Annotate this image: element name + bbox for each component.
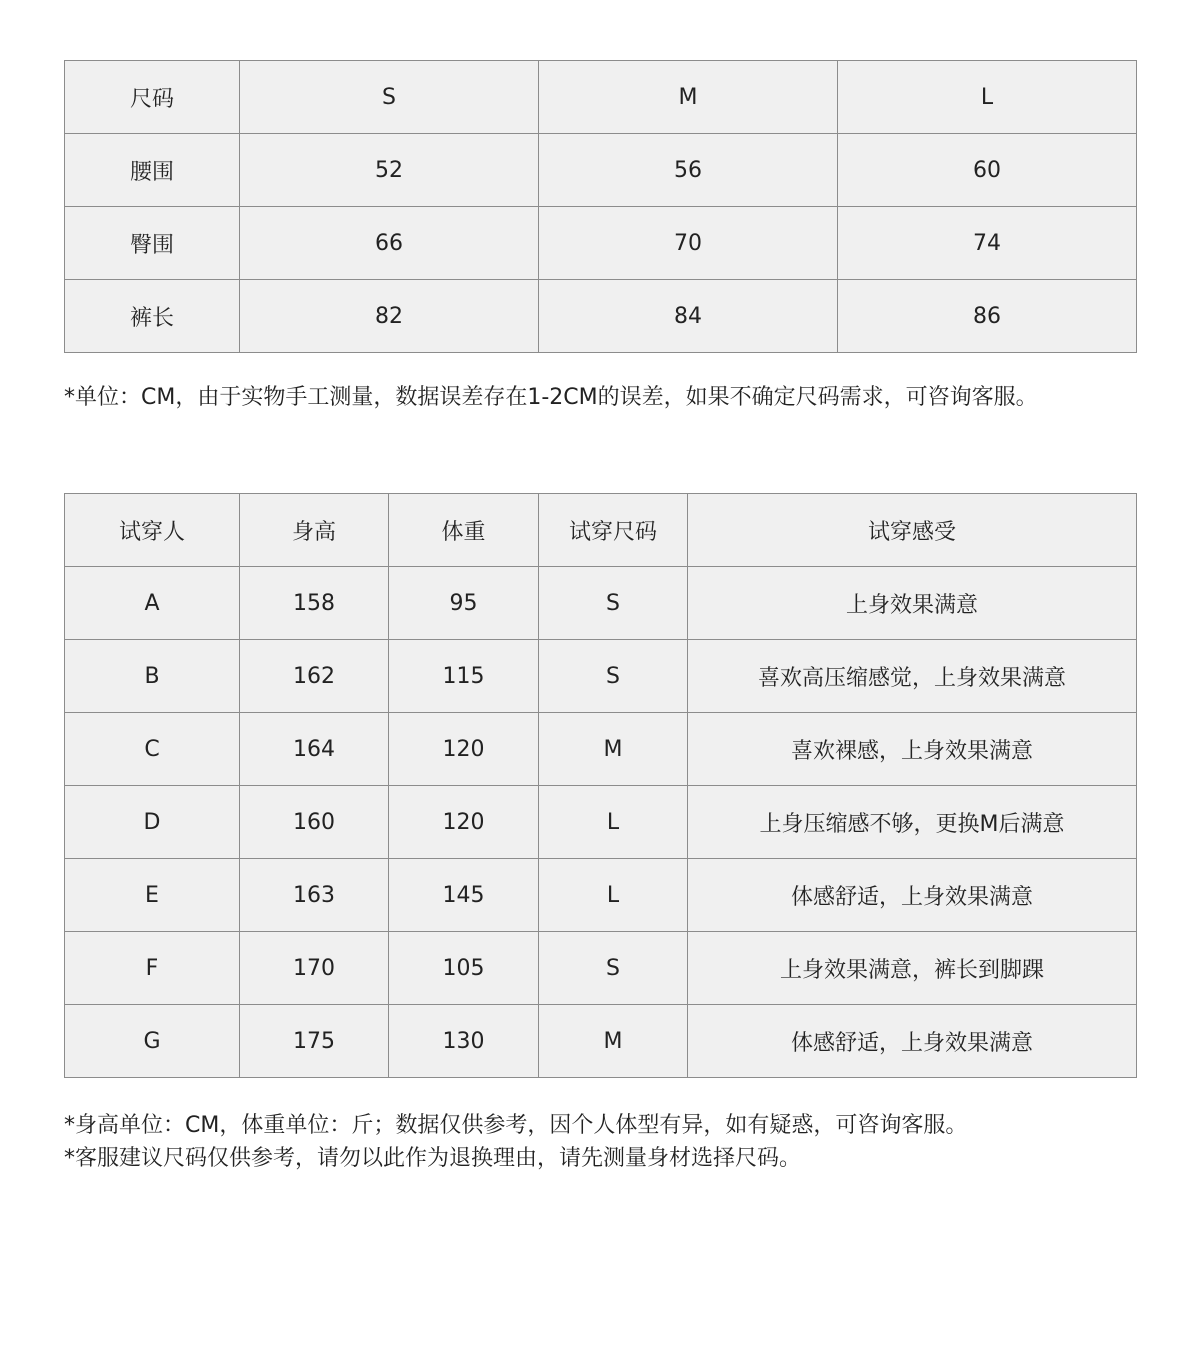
size-cell: 56 <box>539 134 838 207</box>
fit-cell-weight: 105 <box>389 932 539 1005</box>
fit-cell-tester: C <box>65 713 240 786</box>
fit-cell-feedback: 体感舒适，上身效果满意 <box>688 859 1137 932</box>
size-table-row <box>65 280 1137 353</box>
fit-cell-feedback: 上身效果满意 <box>688 567 1137 640</box>
size-cell: 84 <box>539 280 838 353</box>
fit-cell-tester: G <box>65 1005 240 1078</box>
fit-cell-size: S <box>539 567 688 640</box>
size-table-row <box>65 134 1137 207</box>
fit-header-height: 身高 <box>240 494 389 567</box>
size-cell: 70 <box>539 207 838 280</box>
size-cell: 52 <box>240 134 539 207</box>
fit-cell-feedback: 上身效果满意，裤长到脚踝 <box>688 932 1137 1005</box>
size-cell: 66 <box>240 207 539 280</box>
fit-cell-feedback: 喜欢高压缩感觉，上身效果满意 <box>688 640 1137 713</box>
fit-note-line: *身高单位：CM，体重单位：斤；数据仅供参考，因个人体型有异，如有疑惑，可咨询客服。 <box>64 1113 968 1138</box>
fit-cell-feedback: 体感舒适，上身效果满意 <box>688 1005 1137 1078</box>
fit-cell-height: 163 <box>240 859 389 932</box>
fit-table-row <box>65 567 1137 640</box>
fit-table-row <box>65 859 1137 932</box>
fit-cell-feedback: 喜欢裸感，上身效果满意 <box>688 713 1137 786</box>
size-cell: 82 <box>240 280 539 353</box>
fit-table-row <box>65 932 1137 1005</box>
fit-notes <box>64 1109 967 1175</box>
fit-cell-height: 164 <box>240 713 389 786</box>
size-note: *单位：CM，由于实物手工测量，数据误差存在1-2CM的误差，如果不确定尺码需求，可咨询客服。 <box>64 385 1038 410</box>
fit-table-row <box>65 713 1137 786</box>
fit-cell-size: S <box>539 640 688 713</box>
fit-cell-weight: 115 <box>389 640 539 713</box>
size-cell: 74 <box>838 207 1137 280</box>
size-table-header-row <box>65 61 1137 134</box>
fit-cell-weight: 145 <box>389 859 539 932</box>
fit-cell-weight: 120 <box>389 713 539 786</box>
fit-cell-tester: B <box>65 640 240 713</box>
fit-cell-weight: 130 <box>389 1005 539 1078</box>
fit-table <box>64 493 1137 1078</box>
size-table <box>64 60 1137 353</box>
size-cell: 60 <box>838 134 1137 207</box>
fit-cell-weight: 95 <box>389 567 539 640</box>
fit-cell-height: 170 <box>240 932 389 1005</box>
size-row-label: 腰围 <box>65 134 240 207</box>
fit-header-weight: 体重 <box>389 494 539 567</box>
size-header-label: 尺码 <box>65 61 240 134</box>
fit-cell-height: 160 <box>240 786 389 859</box>
fit-header-tester: 试穿人 <box>65 494 240 567</box>
size-row-label: 臀围 <box>65 207 240 280</box>
fit-cell-tester: E <box>65 859 240 932</box>
size-table-row <box>65 207 1137 280</box>
fit-cell-tester: D <box>65 786 240 859</box>
fit-note-line: *客服建议尺码仅供参考，请勿以此作为退换理由，请先测量身材选择尺码。 <box>64 1146 802 1171</box>
fit-cell-size: L <box>539 786 688 859</box>
fit-cell-tester: F <box>65 932 240 1005</box>
fit-cell-size: M <box>539 1005 688 1078</box>
fit-header-feedback: 试穿感受 <box>688 494 1137 567</box>
size-header-m: M <box>539 61 838 134</box>
fit-cell-feedback: 上身压缩感不够，更换M后满意 <box>688 786 1137 859</box>
fit-header-size: 试穿尺码 <box>539 494 688 567</box>
size-row-label: 裤长 <box>65 280 240 353</box>
fit-table-row <box>65 1005 1137 1078</box>
fit-cell-weight: 120 <box>389 786 539 859</box>
size-header-l: L <box>838 61 1137 134</box>
fit-cell-height: 162 <box>240 640 389 713</box>
fit-cell-height: 158 <box>240 567 389 640</box>
fit-cell-size: S <box>539 932 688 1005</box>
fit-table-header-row <box>65 494 1137 567</box>
size-cell: 86 <box>838 280 1137 353</box>
fit-cell-size: L <box>539 859 688 932</box>
size-header-s: S <box>240 61 539 134</box>
fit-table-row <box>65 640 1137 713</box>
fit-cell-size: M <box>539 713 688 786</box>
fit-cell-height: 175 <box>240 1005 389 1078</box>
fit-cell-tester: A <box>65 567 240 640</box>
fit-table-row <box>65 786 1137 859</box>
